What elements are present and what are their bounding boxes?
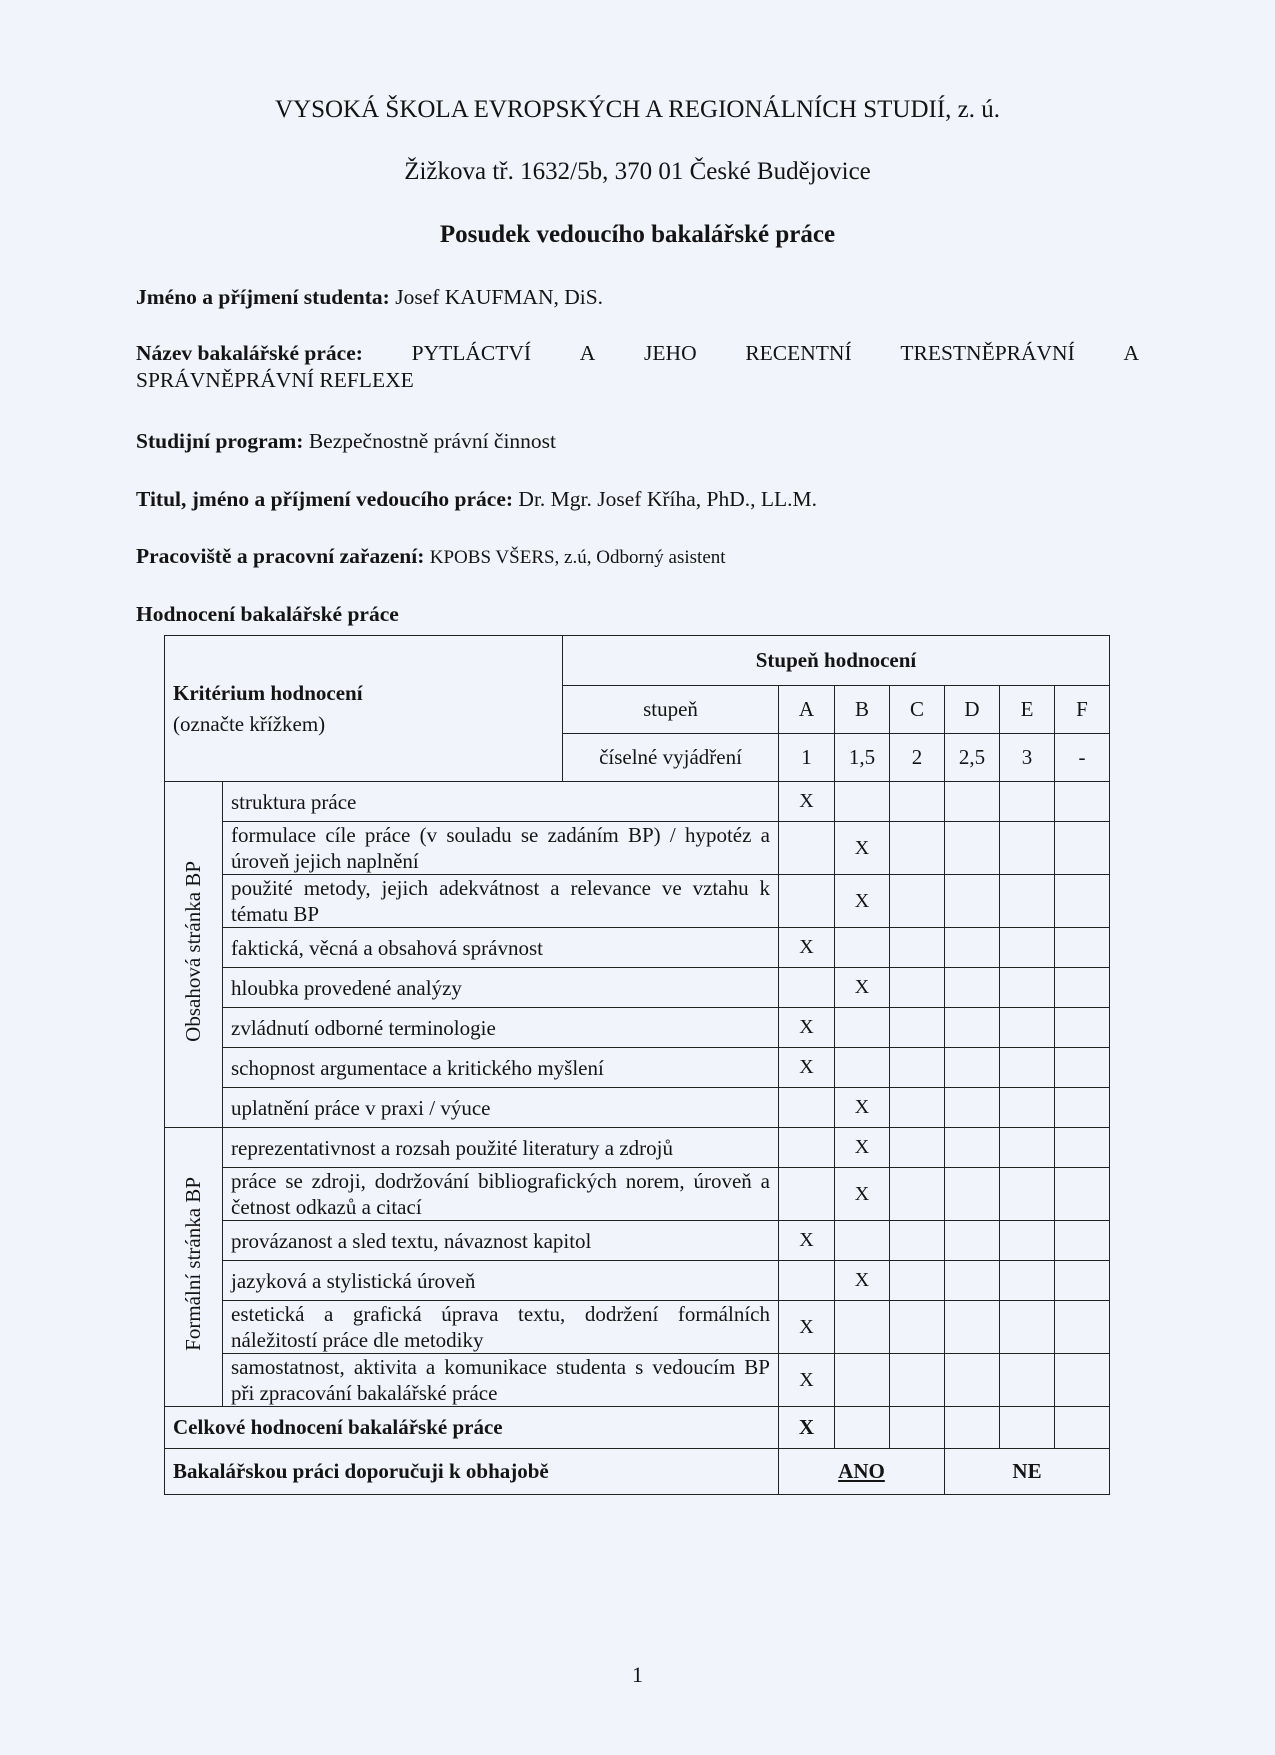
grade-cell-c[interactable] — [890, 822, 945, 875]
grade-cell-b[interactable] — [835, 928, 890, 968]
grade-cell-e[interactable] — [1000, 928, 1055, 968]
criterion-row — [165, 875, 1110, 928]
criterion-row — [165, 822, 1110, 875]
grade-cell-e[interactable] — [1000, 822, 1055, 875]
thesis-word: JEHO — [644, 341, 697, 365]
grade-cell-a[interactable] — [779, 1261, 835, 1301]
evaluation-heading: Hodnocení bakalářské práce — [136, 602, 399, 626]
supervisor-value: Dr. Mgr. Josef Kříha, PhD., LL.M. — [518, 487, 818, 511]
grade-cell-f[interactable] — [1055, 1168, 1110, 1221]
overall-row — [165, 1407, 1110, 1449]
criterion-row — [165, 782, 1110, 822]
workplace-label: Pracoviště a pracovní zařazení — [136, 544, 418, 568]
grade-cell-d[interactable] — [945, 1261, 1000, 1301]
student-field: Jméno a příjmení studenta: Josef KAUFMAN, DiS. — [136, 285, 604, 309]
institution-name: VYSOKÁ ŠKOLA EVROPSKÝCH A REGIONÁLNÍCH STUDIÍ, z. ú. — [274, 96, 1001, 123]
thesis-word: TRESTNĚPRÁVNÍ — [900, 341, 1075, 365]
criterion-row — [165, 1354, 1110, 1407]
grade-cell-b[interactable] — [835, 1301, 890, 1354]
grade-cell-f[interactable] — [1055, 1221, 1110, 1261]
grade-cell-a[interactable] — [779, 968, 835, 1008]
thesis-word: A — [1123, 341, 1139, 365]
overall-label: Celkové hodnocení bakalářské práce — [165, 1407, 779, 1449]
criterion-title: Kritérium hodnocení — [173, 680, 363, 705]
grade-cell-e[interactable] — [1000, 875, 1055, 928]
thesis-line-2: SPRÁVNĚPRÁVNÍ REFLEXE — [136, 368, 414, 392]
grade-cell-e[interactable] — [1000, 782, 1055, 822]
grade-cell-c[interactable] — [890, 1221, 945, 1261]
grade-cell-a[interactable]: X — [779, 1048, 835, 1088]
grade-cell-c[interactable] — [890, 1301, 945, 1354]
overall-grade-cell-c[interactable] — [890, 1407, 945, 1449]
grade-cell-c[interactable] — [890, 1354, 945, 1407]
thesis-word: A — [579, 341, 596, 365]
grade-cell-d[interactable] — [945, 782, 1000, 822]
grade-cell-d[interactable] — [945, 1008, 1000, 1048]
grade-cell-d[interactable] — [945, 1301, 1000, 1354]
criterion-text: samostatnost, aktivita a komunikace studenta s vedoucím BP při zpracování bakalářské práce — [223, 1354, 779, 1407]
criterion-text: použité metody, jejich adekvátnost a relevance ve vztahu k tématu BP — [223, 875, 779, 928]
grade-numeric: 1 — [779, 734, 835, 782]
criterion-text: estetická a grafická úprava textu, dodržení formálních náležitostí práce dle metodiky — [223, 1301, 779, 1354]
grade-cell-c[interactable] — [890, 1261, 945, 1301]
grade-numeric: - — [1055, 734, 1110, 782]
criterion-text: jazyková a stylistická úroveň — [223, 1261, 779, 1301]
grade-cell-d[interactable] — [945, 875, 1000, 928]
student-label: Jméno a příjmení studenta — [136, 285, 383, 309]
thesis-field — [136, 340, 1139, 394]
criterion-row — [165, 1301, 1110, 1354]
grade-cell-b[interactable]: X — [835, 1088, 890, 1128]
criterion-row — [165, 1088, 1110, 1128]
page-number: 1 — [632, 1662, 643, 1687]
grade-cell-b[interactable]: X — [835, 1168, 890, 1221]
grade-numeric: 2 — [890, 734, 945, 782]
grade-cell-a[interactable]: X — [779, 1354, 835, 1407]
grade-cell-a[interactable] — [779, 1168, 835, 1221]
grade-row-label: stupeň — [563, 686, 779, 734]
criterion-row — [165, 1261, 1110, 1301]
overall-grade-cell-e[interactable] — [1000, 1407, 1055, 1449]
grade-letter: E — [1000, 686, 1055, 734]
grade-numeric: 3 — [1000, 734, 1055, 782]
grade-cell-f[interactable] — [1055, 1088, 1110, 1128]
grade-cell-e[interactable] — [1000, 1008, 1055, 1048]
workplace-value: KPOBS VŠERS, z.ú, Odborný asistent — [429, 547, 726, 568]
criterion-row — [165, 1168, 1110, 1221]
criterion-text: schopnost argumentace a kritického myšlení — [223, 1048, 779, 1088]
criterion-text: faktická, věcná a obsahová správnost — [223, 928, 779, 968]
grade-cell-a[interactable]: X — [779, 928, 835, 968]
grade-cell-f[interactable] — [1055, 1354, 1110, 1407]
criterion-note: (označte křížkem) — [173, 711, 326, 736]
grade-cell-a[interactable]: X — [779, 1301, 835, 1354]
grade-cell-c[interactable] — [890, 928, 945, 968]
grade-cell-e[interactable] — [1000, 1354, 1055, 1407]
recommend-yes[interactable]: ANO — [779, 1449, 945, 1495]
grade-cell-c[interactable] — [890, 1088, 945, 1128]
grade-cell-b[interactable] — [835, 1221, 890, 1261]
criterion-row — [165, 1048, 1110, 1088]
formal-section-label: Formální stránka BP — [181, 1177, 205, 1351]
grade-cell-a[interactable] — [779, 1128, 835, 1168]
thesis-line-1: Název bakalářské práce: PYTLÁCTVÍ A JEHO RECENTNÍ TRESTNĚPRÁVNÍ A — [136, 341, 1139, 365]
grade-numeric: 1,5 — [835, 734, 890, 782]
content-section-label: Obsahová stránka BP — [181, 861, 205, 1042]
grade-cell-f[interactable] — [1055, 1048, 1110, 1088]
grade-cell-c[interactable] — [890, 968, 945, 1008]
criterion-row — [165, 1008, 1110, 1048]
grade-cell-f[interactable] — [1055, 875, 1110, 928]
grade-cell-c[interactable] — [890, 782, 945, 822]
grade-cell-b[interactable]: X — [835, 1261, 890, 1301]
grade-cell-f[interactable] — [1055, 1301, 1110, 1354]
grade-letter: A — [779, 686, 835, 734]
grade-cell-d[interactable] — [945, 1221, 1000, 1261]
grade-cell-c[interactable] — [890, 875, 945, 928]
grade-cell-b[interactable]: X — [835, 875, 890, 928]
grade-cell-c[interactable] — [890, 1168, 945, 1221]
grade-cell-d[interactable] — [945, 1168, 1000, 1221]
grade-cell-e[interactable] — [1000, 1301, 1055, 1354]
grade-cell-a[interactable] — [779, 1088, 835, 1128]
grade-cell-b[interactable]: X — [835, 1128, 890, 1168]
grade-cell-e[interactable] — [1000, 1261, 1055, 1301]
recommend-row — [165, 1449, 1110, 1495]
grade-cell-f[interactable] — [1055, 1128, 1110, 1168]
grade-cell-d[interactable] — [945, 928, 1000, 968]
grade-cell-c[interactable] — [890, 1008, 945, 1048]
grade-cell-a[interactable] — [779, 822, 835, 875]
grade-cell-b[interactable] — [835, 1008, 890, 1048]
criterion-text: práce se zdroji, dodržování bibliografických norem, úroveň a četnost odkazů a citací — [223, 1168, 779, 1221]
grade-cell-c[interactable] — [890, 1128, 945, 1168]
grade-cell-a[interactable]: X — [779, 1008, 835, 1048]
grade-cell-b[interactable]: X — [835, 968, 890, 1008]
criterion-row — [165, 1128, 1110, 1168]
student-value: Josef KAUFMAN, DiS. — [395, 285, 604, 309]
grade-cell-d[interactable] — [945, 1354, 1000, 1407]
overall-grade-cell-d[interactable] — [945, 1407, 1000, 1449]
criterion-header-cell — [165, 636, 563, 782]
numeric-row-label: číselné vyjádření — [563, 734, 779, 782]
recommend-no[interactable]: NE — [945, 1449, 1110, 1495]
program-field: Studijní program: Bezpečnostně právní činnost — [136, 429, 557, 453]
grade-cell-d[interactable] — [945, 1048, 1000, 1088]
grade-cell-a[interactable]: X — [779, 1221, 835, 1261]
grade-cell-e[interactable] — [1000, 1128, 1055, 1168]
overall-grade-cell-f[interactable] — [1055, 1407, 1110, 1449]
thesis-word: PYTLÁCTVÍ — [411, 341, 532, 365]
supervisor-field: Titul, jméno a příjmení vedoucího práce: Dr. Mgr. Josef Kříha, PhD., LL.M. — [136, 487, 818, 511]
grade-cell-f[interactable] — [1055, 928, 1110, 968]
grade-cell-c[interactable] — [890, 1048, 945, 1088]
grade-cell-e[interactable] — [1000, 1221, 1055, 1261]
criterion-text: hloubka provedené analýzy — [223, 968, 779, 1008]
criterion-row — [165, 1221, 1110, 1261]
grade-cell-b[interactable] — [835, 1048, 890, 1088]
grade-cell-e[interactable] — [1000, 968, 1055, 1008]
criterion-text: zvládnutí odborné terminologie — [223, 1008, 779, 1048]
content-section — [165, 782, 223, 1128]
grade-cell-f[interactable] — [1055, 968, 1110, 1008]
criterion-text: reprezentativnost a rozsah použité literatury a zdrojů — [223, 1128, 779, 1168]
grade-cell-e[interactable] — [1000, 1088, 1055, 1128]
grade-cell-b[interactable] — [835, 782, 890, 822]
grade-letter: C — [890, 686, 945, 734]
criterion-text: provázanost a sled textu, návaznost kapitol — [223, 1221, 779, 1261]
grade-cell-f[interactable] — [1055, 1261, 1110, 1301]
grade-letter: D — [945, 686, 1000, 734]
criterion-text: formulace cíle práce (v souladu se zadáním BP) / hypotéz a úroveň jejich naplnění — [223, 822, 779, 875]
program-value: Bezpečnostně právní činnost — [308, 429, 557, 453]
grade-cell-b[interactable]: X — [835, 822, 890, 875]
grade-cell-f[interactable] — [1055, 822, 1110, 875]
program-label: Studijní program — [136, 429, 297, 453]
supervisor-label: Titul, jméno a příjmení vedoucího práce — [136, 487, 506, 511]
criterion-row — [165, 968, 1110, 1008]
overall-grade-cell-b[interactable] — [835, 1407, 890, 1449]
grade-cell-e[interactable] — [1000, 1048, 1055, 1088]
overall-grade-cell-a[interactable]: X — [779, 1407, 835, 1449]
grade-cell-d[interactable] — [945, 822, 1000, 875]
grade-cell-a[interactable] — [779, 875, 835, 928]
criterion-row — [165, 928, 1110, 968]
grade-cell-d[interactable] — [945, 1088, 1000, 1128]
grade-numeric: 2,5 — [945, 734, 1000, 782]
document-title: Posudek vedoucího bakalářské práce — [439, 221, 836, 248]
workplace-field: Pracoviště a pracovní zařazení: KPOBS VŠERS, z.ú, Odborný asistent — [136, 544, 726, 568]
formal-section — [165, 1128, 223, 1407]
thesis-label: Název bakalářské práce — [136, 341, 356, 365]
grade-letter: B — [835, 686, 890, 734]
grade-title: Stupeň hodnocení — [563, 636, 1110, 686]
grade-cell-a[interactable]: X — [779, 782, 835, 822]
grade-letter: F — [1055, 686, 1110, 734]
institution-address: Žižkova tř. 1632/5b, 370 01 České Budějovice — [404, 158, 871, 185]
criterion-text: uplatnění práce v praxi / výuce — [223, 1088, 779, 1128]
recommend-label: Bakalářskou práci doporučuji k obhajobě — [165, 1449, 779, 1495]
evaluation-table — [164, 635, 1110, 1495]
grade-cell-d[interactable] — [945, 968, 1000, 1008]
grade-cell-f[interactable] — [1055, 782, 1110, 822]
criterion-text: struktura práce — [223, 782, 779, 822]
grade-cell-f[interactable] — [1055, 1008, 1110, 1048]
grade-cell-d[interactable] — [945, 1128, 1000, 1168]
grade-cell-e[interactable] — [1000, 1168, 1055, 1221]
grade-cell-b[interactable] — [835, 1354, 890, 1407]
thesis-word: RECENTNÍ — [745, 341, 852, 365]
